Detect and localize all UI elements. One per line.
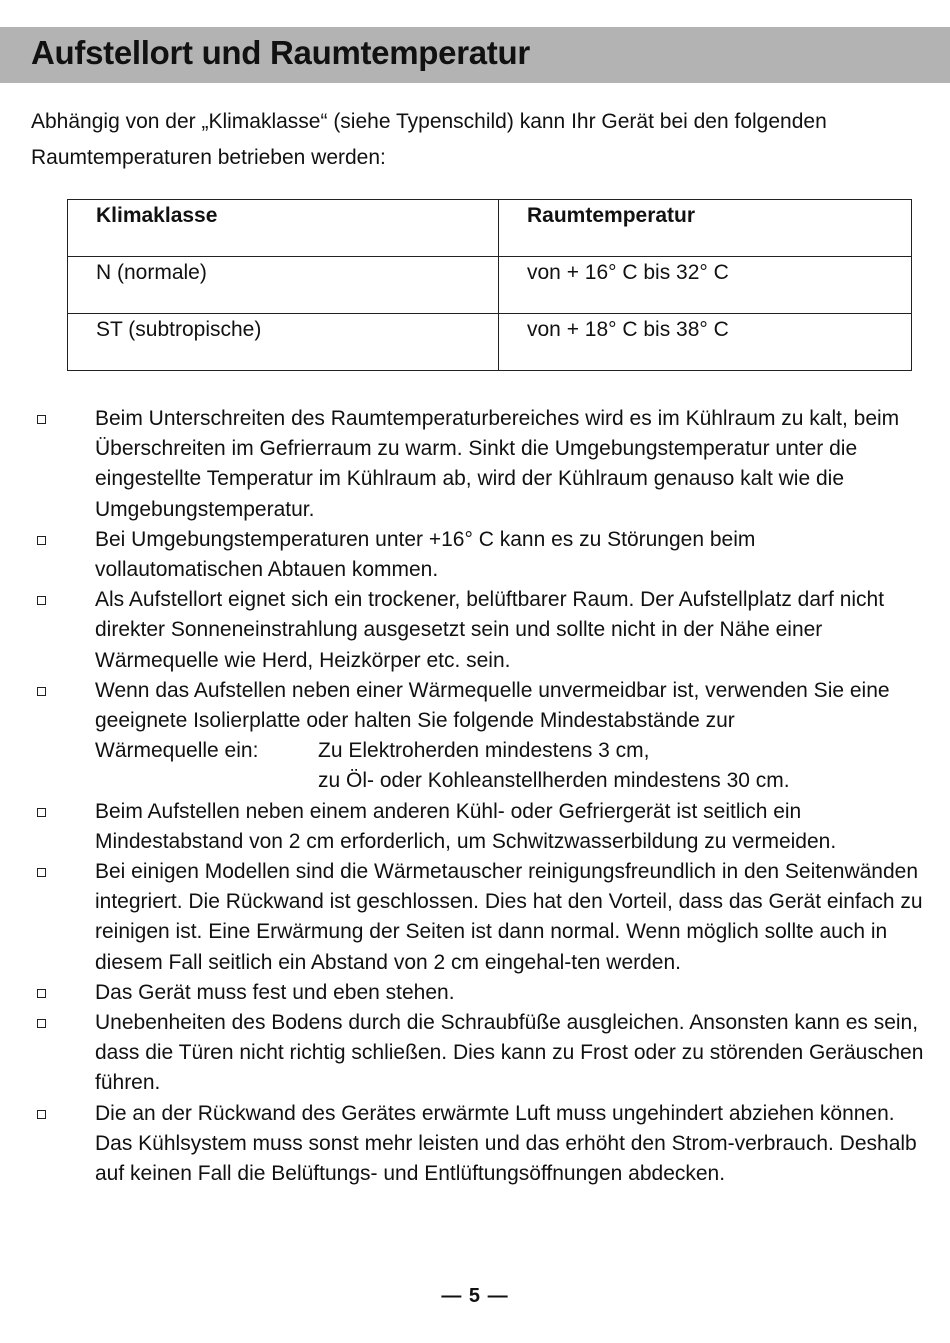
checkbox-bullet-icon bbox=[37, 1110, 46, 1119]
distance-electric: Zu Elektroherden mindestens 3 cm, bbox=[318, 739, 650, 763]
table-row bbox=[68, 314, 912, 371]
list-item bbox=[0, 1099, 925, 1190]
checkbox-bullet-icon bbox=[37, 415, 46, 424]
list-item bbox=[0, 676, 925, 797]
list-item-text: Das Gerät muss fest und eben stehen. bbox=[95, 980, 455, 1004]
checkbox-bullet-icon bbox=[37, 687, 46, 696]
list-item-text: Die an der Rückwand des Gerätes erwärmte Luft muss ungehindert abziehen können. Das Kühlsystem muss sonst mehr leisten und das erhöht den Strom-verbrauch. Deshalb auf keinen Fall die Belüftungs- und Entlüftungsöffnungen abdecken. bbox=[95, 1101, 917, 1186]
table-cell: ST (subtropische) bbox=[68, 314, 499, 371]
list-item-text: Wenn das Aufstellen neben einer Wärmequelle unvermeidbar ist, verwenden Sie eine geeignete Isolierplatte oder halten Sie folgende Mindestabstände zur bbox=[95, 678, 890, 733]
list-item bbox=[0, 978, 925, 1008]
table-cell: N (normale) bbox=[68, 257, 499, 314]
heat-source-label: Wärmequelle ein: bbox=[95, 739, 259, 763]
list-item-text: Bei einigen Modellen sind die Wärmetauscher reinigungsfreundlich in den Seitenwänden integriert. Die Rückwand ist geschlossen. Dies hat den Vorteil, dass das Gerät einfach zu reinigen ist. Eine Erwärmung der Seiten ist dann normal. Wenn möglich sollte auch in diesem Fall seitlich ein Abstand von 2 cm eingehal-ten werden. bbox=[95, 860, 923, 974]
checkbox-bullet-icon bbox=[37, 1019, 46, 1028]
distance-oil-coal: zu Öl- oder Kohleanstellherden mindestens 30 cm. bbox=[318, 769, 790, 793]
table-row bbox=[68, 257, 912, 314]
page-title: Aufstellort und Raumtemperatur bbox=[31, 34, 530, 71]
table-header-row bbox=[68, 200, 912, 257]
list-item-text: Als Aufstellort eignet sich ein trockener, belüftbarer Raum. Der Aufstellplatz darf nicht direkter Sonneneinstrahlung ausgesetzt sein und sollte nicht in der Nähe einer Wärmequelle wie Herd, Heizkörper etc. sein. bbox=[95, 588, 885, 672]
intro-paragraph: Abhängig von der „Klimaklasse“ (siehe Typenschild) kann Ihr Gerät bei den folgenden Raumtemperaturen betrieben werden: bbox=[31, 110, 827, 169]
checkbox-bullet-icon bbox=[37, 808, 46, 817]
list-item-text: Beim Aufstellen neben einem anderen Kühl- oder Gefriergerät ist seitlich ein Mindestabstand von 2 cm erforderlich, um Schwitzwasserbildung zu vermeiden. bbox=[95, 799, 837, 853]
distance-line-electric bbox=[95, 736, 925, 766]
list-item-text: Bei Umgebungstemperaturen unter +16° C kann es zu Störungen beim vollautomatischen Abtauen kommen. bbox=[95, 527, 756, 582]
list-item bbox=[0, 797, 925, 857]
checkbox-bullet-icon bbox=[37, 596, 46, 605]
list-item-text: Beim Unterschreiten des Raumtemperaturbereiches wird es im Kühlraum zu kalt, beim Überschreiten im Gefrierraum zu warm. Sinkt die Umgebungstemperatur unter die eingestellte Temperatur im Kühlraum ab, wird der Kühlraum genauso kalt wie die Umgebungstemperatur. bbox=[95, 407, 900, 521]
checkbox-bullet-icon bbox=[37, 868, 46, 877]
checkbox-bullet-icon bbox=[37, 989, 46, 998]
checkbox-bullet-icon bbox=[37, 536, 46, 545]
climate-class-table bbox=[67, 199, 912, 371]
bullet-list bbox=[0, 404, 950, 1189]
table-cell: von + 18° C bis 38° C bbox=[499, 314, 912, 371]
list-item bbox=[0, 525, 925, 585]
list-item bbox=[0, 404, 925, 525]
distance-line-oil-coal bbox=[95, 766, 925, 796]
list-item bbox=[0, 585, 925, 676]
list-item-text: Unebenheiten des Bodens durch die Schraubfüße ausgleichen. Ansonsten kann es sein, dass die Türen nicht richtig schließen. Dies kann zu Frost oder zu störenden Geräuschen führen. bbox=[95, 1011, 924, 1095]
list-item bbox=[0, 1008, 925, 1099]
column-header-climate-class: Klimaklasse bbox=[68, 200, 499, 257]
page-number: — 5 — bbox=[441, 1285, 509, 1307]
column-header-room-temperature: Raumtemperatur bbox=[499, 200, 912, 257]
list-item bbox=[0, 857, 925, 978]
table-cell: von + 16° C bis 32° C bbox=[499, 257, 912, 314]
